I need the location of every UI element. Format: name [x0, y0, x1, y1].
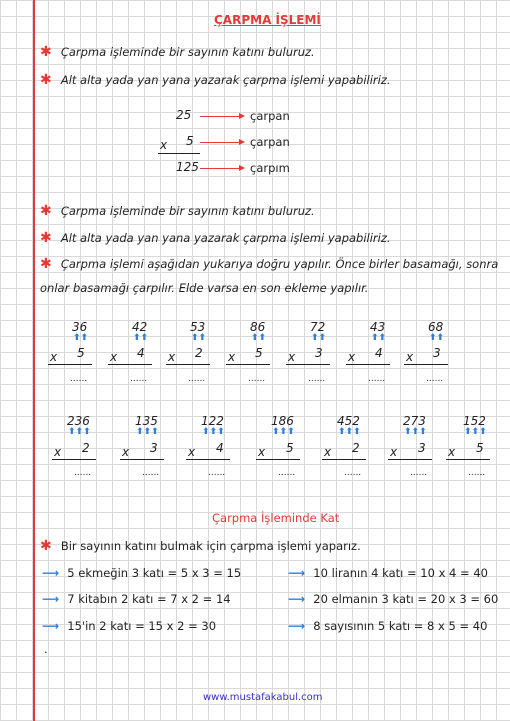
- exercise-line: [256, 459, 300, 460]
- arrow-right-icon: ⟶: [288, 619, 306, 633]
- exercise-line: [322, 459, 366, 460]
- exercise: [376, 414, 440, 484]
- exercise: [100, 320, 160, 390]
- answer-dots: ......: [308, 374, 326, 384]
- answer-dots: ......: [368, 374, 386, 384]
- dot-mark: .: [44, 642, 48, 656]
- exercise: [108, 414, 172, 484]
- exercise-top: 122: [201, 414, 224, 428]
- left-example-text: 7 kitabın 2 katı = 7 x 2 = 14: [67, 592, 231, 606]
- answer-dots: ......: [208, 468, 226, 478]
- exercise-top: 152: [463, 414, 486, 428]
- star-icon: ✱: [40, 44, 52, 60]
- exercise-top: 236: [67, 414, 90, 428]
- answer-dots: ......: [142, 468, 160, 478]
- exercise-bottom: 3: [315, 346, 323, 360]
- carry-arrows-icon: ⬆⬆⬆: [202, 427, 225, 437]
- example-line: [158, 153, 200, 154]
- answer-dots: ......: [130, 374, 148, 384]
- left-example-2: [42, 588, 231, 607]
- answer-dots: ......: [188, 374, 206, 384]
- exercise: [310, 414, 374, 484]
- carry-arrows-icon: ⬆⬆: [191, 333, 207, 343]
- section2-intro: [40, 535, 361, 554]
- exercise: [278, 320, 338, 390]
- exercise-top: 186: [271, 414, 294, 428]
- carry-arrows-icon: ⬆⬆⬆: [272, 427, 295, 437]
- exercise-bottom: 4: [137, 346, 145, 360]
- exercise-line: [346, 364, 390, 365]
- exercise-top: 42: [132, 320, 148, 334]
- exercise-top: 452: [337, 414, 360, 428]
- exercise-sign: x: [448, 445, 456, 459]
- exercise-bottom: 5: [77, 346, 85, 360]
- intro-line-2: [40, 69, 391, 88]
- answer-dots: ......: [426, 374, 444, 384]
- carry-arrows-icon: ⬆⬆⬆: [338, 427, 361, 437]
- intro-text-1: Çarpma işleminde bir sayının katını buluruz.: [60, 45, 315, 59]
- arrow-right-icon: ⟶: [288, 566, 306, 580]
- exercise-sign: x: [324, 445, 332, 459]
- exercise-bottom: 3: [150, 441, 158, 455]
- left-example-text: 15'in 2 katı = 15 x 2 = 30: [67, 619, 217, 633]
- exercise-top: 72: [310, 320, 326, 334]
- margin-line: [33, 0, 35, 721]
- example-product: 125: [176, 160, 199, 174]
- left-example-1: [42, 562, 241, 581]
- example-multiplier: 5: [186, 134, 194, 148]
- exercise-line: [48, 364, 92, 365]
- exercise-bottom: 5: [286, 441, 294, 455]
- exercise: [244, 414, 308, 484]
- rule-text-2: Alt alta yada yan yana yazarak çarpma işlemi yapabiliriz.: [60, 231, 391, 245]
- exercise-line: [388, 459, 432, 460]
- rule-line-1: [40, 200, 315, 219]
- left-example-text: 5 ekmeğin 3 katı = 5 x 3 = 15: [67, 566, 242, 580]
- exercise-line: [226, 364, 270, 365]
- star-icon: ✱: [40, 203, 52, 219]
- answer-dots: ......: [70, 374, 88, 384]
- right-example-text: 20 elmanın 3 katı = 20 x 3 = 60: [313, 592, 499, 606]
- carry-arrows-icon: ⬆⬆: [251, 333, 267, 343]
- exercise-sign: x: [188, 445, 196, 459]
- star-icon: ✱: [40, 72, 52, 88]
- exercise-line: [108, 364, 152, 365]
- answer-dots: ......: [468, 468, 486, 478]
- star-icon: ✱: [40, 256, 52, 272]
- exercise-bottom: 2: [352, 441, 360, 455]
- exercise-sign: x: [110, 350, 118, 364]
- exercise-bottom: 2: [195, 346, 203, 360]
- exercise-sign: x: [50, 350, 58, 364]
- intro-line-1: [40, 41, 315, 60]
- page-title: ÇARPMA İŞLEMİ: [214, 13, 321, 27]
- carry-arrows-icon: ⬆⬆⬆: [464, 427, 487, 437]
- exercise-line: [404, 364, 448, 365]
- exercise-sign: x: [348, 350, 356, 364]
- arrow-icon: [200, 116, 240, 117]
- exercise: [174, 414, 238, 484]
- exercise-top: 43: [370, 320, 386, 334]
- example-sign: x: [160, 138, 168, 152]
- exercise: [338, 320, 398, 390]
- exercise-bottom: 4: [375, 346, 383, 360]
- carry-arrows-icon: ⬆⬆: [133, 333, 149, 343]
- exercise-line: [120, 459, 164, 460]
- answer-dots: ......: [410, 468, 428, 478]
- rule-text-3: Çarpma işlemi aşağıdan yukarıya doğru yapılır. Önce birler basamağı, sonra: [60, 257, 499, 271]
- arrow-icon: [200, 142, 240, 143]
- right-example-2: [288, 588, 498, 607]
- carry-arrows-icon: ⬆⬆: [73, 333, 89, 343]
- exercise-top: 135: [135, 414, 158, 428]
- exercise-top: 273: [403, 414, 426, 428]
- right-example-text: 10 liranın 4 katı = 10 x 4 = 40: [313, 566, 488, 580]
- answer-dots: ......: [278, 468, 296, 478]
- rule-text-1: Çarpma işleminde bir sayının katını buluruz.: [60, 204, 315, 218]
- label-carpim: çarpım: [250, 161, 290, 175]
- arrow-right-icon: ⟶: [42, 619, 60, 633]
- exercise-top: 68: [428, 320, 444, 334]
- arrow-right-icon: ⟶: [42, 592, 60, 606]
- arrow-right-icon: ⟶: [288, 592, 306, 606]
- exercise-sign: x: [288, 350, 296, 364]
- exercise-line: [186, 459, 230, 460]
- carry-arrows-icon: ⬆⬆⬆: [136, 427, 159, 437]
- exercise-bottom: 5: [255, 346, 263, 360]
- carry-arrows-icon: ⬆⬆: [311, 333, 327, 343]
- exercise: [396, 320, 456, 390]
- exercise: [158, 320, 218, 390]
- label-carpan-2: çarpan: [250, 135, 290, 149]
- answer-dots: ......: [74, 468, 92, 478]
- answer-dots: ......: [248, 374, 266, 384]
- rule-line-3: [40, 253, 498, 272]
- exercise-sign: x: [390, 445, 398, 459]
- exercise-sign: x: [406, 350, 414, 364]
- star-icon: ✱: [40, 230, 52, 246]
- carry-arrows-icon: ⬆⬆: [429, 333, 445, 343]
- footer-link[interactable]: www.mustafakabul.com: [203, 692, 323, 703]
- left-example-3: [42, 615, 216, 634]
- star-icon: ✱: [40, 538, 52, 554]
- rule-line-2: [40, 227, 391, 246]
- exercise-sign: x: [258, 445, 266, 459]
- label-carpan-1: çarpan: [250, 109, 290, 123]
- exercise: [40, 320, 100, 390]
- exercise-line: [52, 459, 96, 460]
- exercise: [436, 414, 500, 484]
- carry-arrows-icon: ⬆⬆⬆: [68, 427, 91, 437]
- exercise-bottom: 3: [418, 441, 426, 455]
- section2-intro-text: Bir sayının katını bulmak için çarpma işlemi yaparız.: [60, 539, 361, 553]
- right-example-text: 8 sayısının 5 katı = 8 x 5 = 40: [313, 619, 488, 633]
- exercise-bottom: 4: [216, 441, 224, 455]
- carry-arrows-icon: ⬆⬆⬆: [404, 427, 427, 437]
- exercise-top: 53: [190, 320, 206, 334]
- right-example-1: [288, 562, 488, 581]
- exercise-sign: x: [168, 350, 176, 364]
- exercise-bottom: 5: [476, 441, 484, 455]
- example-multiplicand: 25: [176, 108, 192, 122]
- exercise-line: [286, 364, 330, 365]
- arrow-right-icon: ⟶: [42, 566, 60, 580]
- rule-continuation: onlar basamağı çarpılır. Elde varsa en son ekleme yapılır.: [40, 281, 369, 295]
- exercise: [218, 320, 278, 390]
- answer-dots: ......: [344, 468, 362, 478]
- exercise: [40, 414, 104, 484]
- exercise-sign: x: [228, 350, 236, 364]
- arrow-icon: [200, 168, 240, 169]
- intro-text-2: Alt alta yada yan yana yazarak çarpma işlemi yapabiliriz.: [60, 73, 391, 87]
- exercise-line: [166, 364, 210, 365]
- exercise-top: 86: [250, 320, 266, 334]
- exercise-top: 36: [72, 320, 88, 334]
- exercise-sign: x: [122, 445, 130, 459]
- exercise-sign: x: [54, 445, 62, 459]
- section2-title: Çarpma İşleminde Kat: [212, 511, 340, 525]
- exercise-line: [446, 459, 490, 460]
- right-example-3: [288, 615, 487, 634]
- exercise-bottom: 2: [82, 441, 90, 455]
- exercise-bottom: 3: [433, 346, 441, 360]
- carry-arrows-icon: ⬆⬆: [371, 333, 387, 343]
